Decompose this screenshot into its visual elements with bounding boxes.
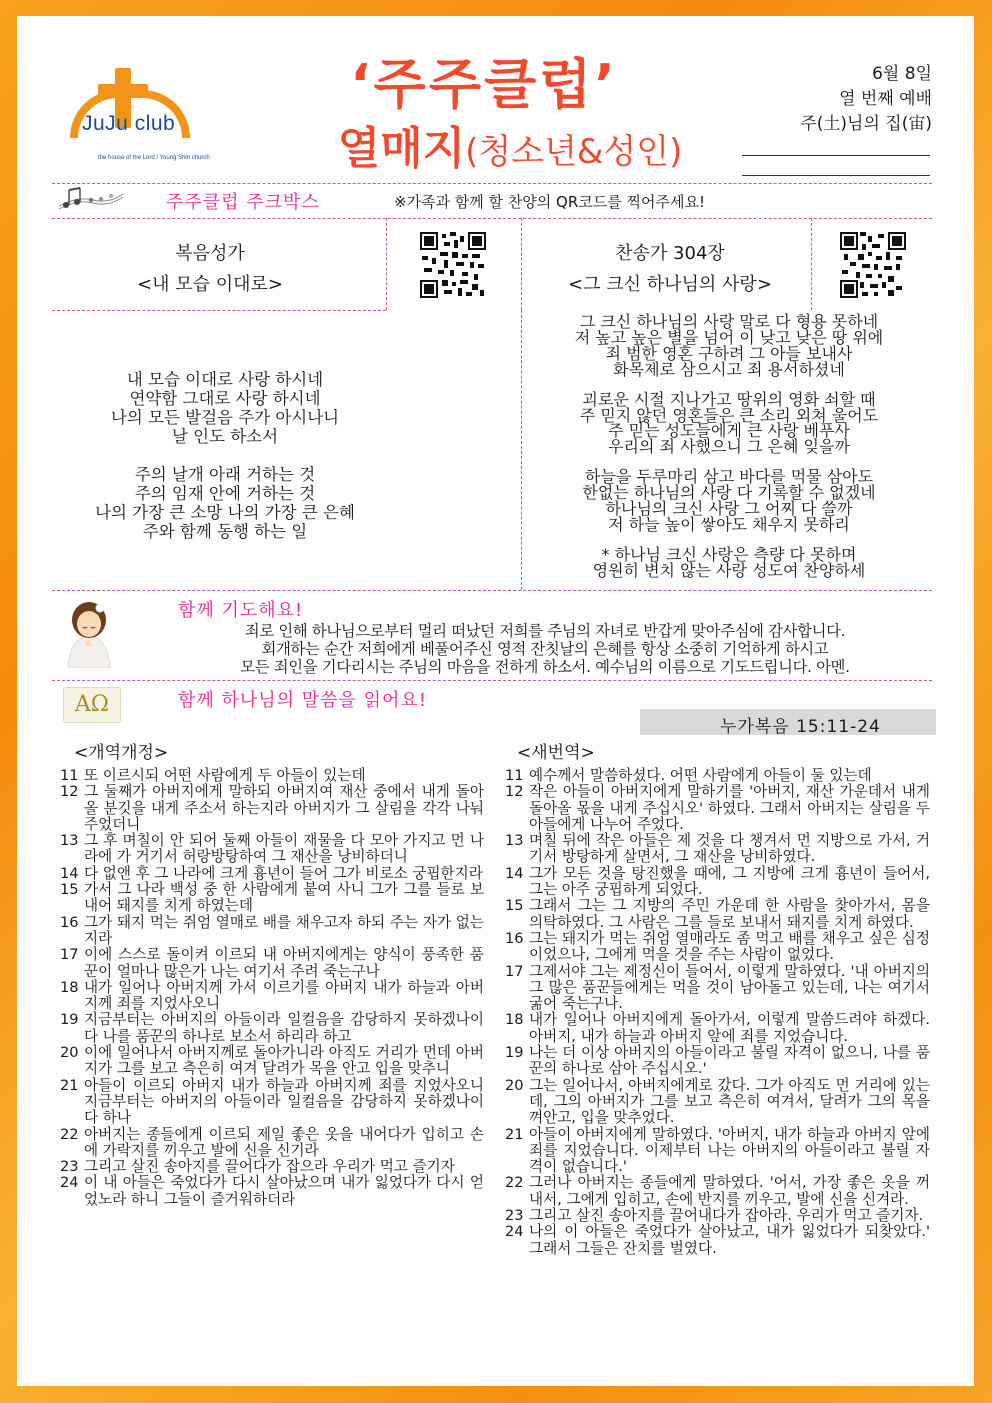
- divider: [52, 680, 932, 681]
- lyric-line: 저 하늘 높이 쌓아도 채우지 못하리: [608, 514, 850, 534]
- verse-number: 12: [60, 783, 79, 801]
- verse-number: 23: [505, 1207, 524, 1225]
- verse-number: 17: [505, 962, 524, 980]
- verse-text: 그 후 며칠이 안 되어 둘째 아들이 재물을 다 모아 가지고 먼 나라에 가 거기서 허랑방탕하여 그 재산을 낭비하더니: [84, 832, 484, 866]
- music-notes-icon: [57, 186, 125, 216]
- verse-text: 그가 모든 것을 탕진했을 때에, 그 지방에 크게 흉년이 들어서, 그는 아주 궁핍하게 되었다.: [529, 864, 930, 899]
- divider: [521, 310, 522, 590]
- verse-row: [505, 931, 930, 964]
- verse-number: 22: [505, 1174, 524, 1192]
- divider: [742, 175, 930, 176]
- lyric-line: 나의 모든 발걸음 주가 아시나니: [110, 408, 340, 427]
- subtitle-main: 열매지: [337, 123, 466, 174]
- verse-number: 14: [60, 864, 79, 882]
- verse-text: 며칠 뒤에 작은 아들은 제 것을 다 챙겨서 먼 지방으로 가서, 거기서 방탕하게 살면서, 그 재산을 낭비하였다.: [529, 832, 930, 866]
- verse-text: 가서 그 나라 백성 중 한 사람에게 붙여 사니 그가 그를 들로 보내어 돼지를 치게 하였는데: [84, 881, 484, 915]
- verse-number: 21: [60, 1076, 79, 1094]
- left-verse-list: [60, 768, 484, 1208]
- song1-header: [100, 238, 320, 300]
- verse-text: 그는 돼지가 먹는 쥐엄 열매라도 좀 먹고 배를 채우고 싶은 심정이었으나, 그에게 먹을 것을 주는 사람이 없었다.: [529, 929, 930, 964]
- date-line: 6월 8일: [872, 64, 932, 84]
- song2-header: [540, 238, 800, 300]
- verse-text: 아들이 이르되 아버지 내가 하늘과 아버지께 죄를 지었사오니 지금부터는 아버지의 아들이라 일컬음을 감당하지 못하겠나이다 하나: [84, 1076, 484, 1127]
- verse-text: 그러나 아버지는 종들에게 말하였다. '어서, 가장 좋은 옷을 꺼내서, 그에게 입히고, 손에 반지를 끼우고, 발에 신을 신겨라.: [529, 1174, 930, 1208]
- verse-text: 아버지는 종들에게 이르되 제일 좋은 옷을 내어다가 입히고 손에 가락지를 끼우고 발에 신을 신기라: [84, 1125, 484, 1159]
- qr-code-song1[interactable]: [420, 232, 486, 298]
- verse-text: 작은 아들이 아버지에게 말하기를 '아버지, 재산 가운데서 내게 돌아올 몫을 내게 주십시오' 하였다. 그래서 아버지는 살림을 두 아들에게 나누어 주었다.: [529, 783, 930, 833]
- lyric-line: 주 믿지 않던 영혼들은 큰 소리 외쳐 울어도: [579, 405, 879, 425]
- verse-number: 19: [505, 1044, 524, 1062]
- prayer-title: 함께 기도해요!: [178, 600, 304, 621]
- verse-number: 15: [60, 881, 79, 899]
- lyric-line: 하늘을 두루마리 삼고 바다를 먹물 삼아도: [584, 467, 874, 487]
- lyric-line: 나의 가장 큰 소망 나의 가장 큰 은혜: [95, 503, 355, 522]
- lyric-line: 연약함 그대로 사랑 하시네: [129, 389, 321, 408]
- lyric-line: 날 인도 하소서: [171, 427, 279, 446]
- divider: [811, 218, 812, 310]
- verse-number: 12: [505, 783, 524, 801]
- verse-number: 14: [505, 864, 524, 882]
- verse-row: [60, 915, 484, 948]
- logo-subtitle: the house of the Lord / Young Shin church: [98, 155, 210, 161]
- jukebox-note: ※가족과 함께 할 찬양의 QR코드를 찍어주세요!: [394, 193, 705, 211]
- verse-row: [60, 1078, 484, 1127]
- praying-girl-icon: [58, 598, 120, 672]
- verse-number: 13: [60, 832, 79, 850]
- verse-text: 나는 더 이상 아버지의 아들이라고 불릴 자격이 없으니, 나를 품꾼의 하나로 삼아 주십시오.': [529, 1044, 930, 1078]
- verse-text: 이에 일어나서 아버지께로 돌아가니라 아직도 거리가 먼데 아버지가 그를 보고 측은히 여겨 달려가 목을 안고 입을 맞추니: [84, 1044, 484, 1078]
- scripture-title: 함께 하나님의 말씀을 읽어요!: [178, 690, 428, 711]
- verse-text: 이 내 아들은 죽었다가 다시 살아났으며 내가 잃었다가 다시 얻었노라 하니 그들이 즐거워하더라: [84, 1174, 484, 1208]
- verse-row: [60, 1159, 484, 1175]
- lyric-line: * 하나님 크신 사랑은 측량 다 못하며: [601, 544, 857, 564]
- song2-lyrics: [524, 314, 934, 579]
- verse-row: [60, 784, 484, 833]
- verse-row: [60, 1045, 484, 1078]
- divider: [52, 310, 386, 311]
- song1-name: <내 모습 이대로>: [137, 274, 283, 295]
- verse-row: [505, 1045, 930, 1078]
- lyric-line: 하나님의 크신 사랑 그 어찌 다 쓸까: [605, 499, 853, 519]
- lyric-line: 화목제로 삼으시고 죄 용서하셨네: [613, 359, 845, 379]
- verse-row: [505, 1078, 930, 1127]
- verse-text: 그 둘째가 아버지에게 말하되 아버지여 재산 중에서 내게 돌아올 분깃을 내게 주소서 하는지라 아버지가 그 살림을 각각 나눠 주었더니: [84, 783, 484, 833]
- verse-number: 22: [60, 1125, 79, 1143]
- verse-text: 내가 일어나 아버지께 가서 이르기를 아버지 내가 하늘과 아버지께 죄를 지었사오니: [84, 978, 484, 1013]
- verse-text: 지금부터는 아버지의 아들이라 일컬음을 감당하지 못하겠나이다 나를 품꾼의 하나로 보소서 하리라 하고: [84, 1011, 484, 1045]
- verse-row: [60, 947, 484, 980]
- song2-name: <그 크신 하나님의 사랑>: [568, 274, 772, 295]
- cross-bar-icon: [98, 84, 148, 98]
- divider: [386, 218, 387, 310]
- verse-text: 나의 이 아들은 죽었다가 살아났고, 내가 잃었다가 되찾았다.' 그래서 그들은 잔치를 벌였다.: [529, 1223, 930, 1257]
- verse-row: [60, 1127, 484, 1160]
- verse-row: [505, 964, 930, 1013]
- lyric-line: 괴로운 시절 지나가고 땅위의 영화 쇠할 때: [582, 389, 876, 409]
- verse-number: 23: [60, 1158, 79, 1176]
- subtitle-paren: (청소년&성인): [465, 132, 683, 172]
- verse-text: 아들이 아버지에게 말하였다. '아버지, 내가 하늘과 아버지 앞에 죄를 지었습니다. 이제부터 나는 아버지의 아들이라고 불릴 자격이 없습니다.': [529, 1125, 930, 1176]
- verse-row: [60, 1012, 484, 1045]
- verse-number: 20: [60, 1044, 79, 1062]
- right-verse-list: [505, 768, 930, 1257]
- verse-row: [505, 1208, 930, 1224]
- service-number: 열 번째 예배: [839, 89, 932, 109]
- verse-text: 또 이르시되 어떤 사람에게 두 아들이 있는데: [84, 767, 366, 784]
- divider: [52, 218, 932, 219]
- left-version-heading: <개역개정>: [74, 743, 169, 763]
- verse-text: 그리고 살진 송아지를 끌어다가 잡으라 우리가 먹고 즐기자: [84, 1158, 455, 1176]
- verse-row: [505, 1175, 930, 1208]
- lyric-line: 영원히 변치 않는 사랑 성도여 찬양하세: [592, 560, 866, 580]
- verse-row: [60, 866, 484, 882]
- verse-text: 다 없앤 후 그 나라에 크게 흉년이 들어 그가 비로소 궁핍한지라: [84, 864, 483, 882]
- verse-row: [505, 866, 930, 899]
- verse-row: [60, 1175, 484, 1208]
- verse-text: 이에 스스로 돌이켜 이르되 내 아버지에게는 양식이 풍족한 품꾼이 얼마나 많은가 나는 여기서 주려 죽는구나: [84, 946, 484, 980]
- lyric-line: 저 높고 높은 별을 넘어 이 낮고 낮은 땅 위에: [574, 327, 884, 347]
- scripture-reference: 누가복음 15:11-24: [720, 717, 881, 737]
- verse-number: 20: [505, 1076, 524, 1094]
- lyric-line: 주의 임재 안에 거하는 것: [134, 484, 316, 503]
- right-version-heading: <새번역>: [517, 743, 595, 763]
- verse-number: 24: [505, 1223, 524, 1241]
- verse-row: [60, 882, 484, 915]
- lyric-line: 주와 함께 동행 하는 일: [142, 522, 308, 541]
- lyric-line: 주 믿는 성도들에게 큰 사랑 베푸사: [608, 421, 850, 441]
- lyric-line: 그 크신 하나님의 사랑 말로 다 형용 못하네: [579, 312, 879, 331]
- verse-number: 18: [60, 978, 79, 996]
- lyric-line: 우리의 죄 사했으니 그 은혜 잊을까: [608, 437, 850, 457]
- verse-row: [505, 784, 930, 833]
- verse-number: 16: [60, 913, 79, 931]
- service-place: 주(土)님의 집(宙): [800, 114, 932, 134]
- verse-text: 그제서야 그는 제정신이 들어서, 이렇게 말하였다. '내 아버지의 그 많은 품꾼들에게는 먹을 것이 남아돌고 있는데, 나는 여기서 굶어 죽는구나.: [529, 962, 930, 1013]
- divider: [52, 183, 932, 184]
- logo-name: JuJu club: [82, 112, 176, 135]
- verse-row: [505, 1012, 930, 1045]
- verse-row: [505, 898, 930, 931]
- stanza-gap: [90, 446, 360, 465]
- verse-row: [505, 1127, 930, 1176]
- verse-row: [60, 768, 484, 784]
- verse-text: 그래서 그는 그 지방의 주민 가운데 한 사람을 찾아가서, 몸을 의탁하였다. 그 사람은 그를 들로 보내서 돼지를 치게 하였다.: [529, 897, 930, 931]
- verse-row: [505, 1224, 930, 1257]
- qr-code-song2[interactable]: [840, 232, 906, 298]
- verse-row: [60, 833, 484, 866]
- verse-text: 그는 일어나서, 아버지에게로 갔다. 그가 아직도 먼 거리에 있는데, 그의 아버지가 그를 보고 측은히 여겨서, 달려가 그의 목을 껴안고, 입을 맞추었다.: [529, 1076, 930, 1127]
- lyric-line: 내 모습 이대로 사랑 하시네: [126, 370, 324, 389]
- verse-text: 그가 돼지 먹는 쥐엄 열매로 배를 채우고자 하되 주는 자가 없는지라: [84, 913, 484, 947]
- song1-heading: 복음성가: [175, 243, 245, 264]
- lyric-line: 주의 날개 아래 거하는 것: [134, 465, 316, 484]
- prayer-text: [150, 622, 940, 676]
- song1-lyrics: [90, 370, 360, 541]
- verse-text: 내가 일어나 아버지에게 돌아가서, 이렇게 말씀드려야 하겠다. 아버지, 내가 하늘과 아버지 앞에 죄를 지었습니다.: [529, 1011, 930, 1045]
- verse-text: 그리고 살진 송아지를 끌어내다가 잡아라. 우리가 먹고 즐기자.: [529, 1207, 924, 1225]
- divider: [742, 155, 930, 156]
- verse-row: [505, 833, 930, 866]
- song2-heading: 찬송가 304장: [615, 243, 725, 264]
- alpha-omega-icon: ΑΩ: [63, 687, 121, 723]
- prayer-line: 죄로 인해 하나님으로부터 멀리 떠났던 저희를 주님의 자녀로 반갑게 맞아주심에 감사합니다.: [244, 622, 846, 640]
- prayer-line: 회개하는 순간 저희에게 베풀어주신 영적 잔칫날의 은혜를 항상 소중히 기억하게 하시고: [261, 640, 829, 658]
- verse-number: 17: [60, 946, 79, 964]
- lyric-line: 죄 범한 영혼 구하려 그 아들 보내사: [605, 343, 853, 363]
- verse-number: 15: [505, 897, 524, 915]
- verse-number: 11: [60, 767, 79, 784]
- jukebox-title: 주주클럽 주크박스: [166, 192, 320, 213]
- verse-number: 19: [60, 1011, 79, 1029]
- verse-number: 11: [505, 767, 524, 784]
- verse-number: 21: [505, 1125, 524, 1143]
- verse-row: [60, 980, 484, 1013]
- page-subtitle: [290, 112, 730, 176]
- verse-number: 18: [505, 1011, 524, 1029]
- page-title: ‘주주클럽’: [350, 53, 618, 116]
- divider: [521, 218, 522, 310]
- verse-number: 16: [505, 929, 524, 947]
- divider: [52, 590, 932, 591]
- verse-text: 예수께서 말씀하셨다. 어떤 사람에게 아들이 둘 있는데: [529, 767, 872, 784]
- verse-number: 24: [60, 1174, 79, 1192]
- verse-number: 13: [505, 832, 524, 850]
- verse-row: [505, 768, 930, 784]
- prayer-line: 모든 죄인을 기다리시는 주님의 마음을 전하게 하소서. 예수님의 이름으로 기도드립니다. 아멘.: [240, 658, 850, 676]
- lyric-line: 한없는 하나님의 사랑 다 기록할 수 없겠네: [582, 483, 876, 503]
- service-date: [800, 62, 932, 137]
